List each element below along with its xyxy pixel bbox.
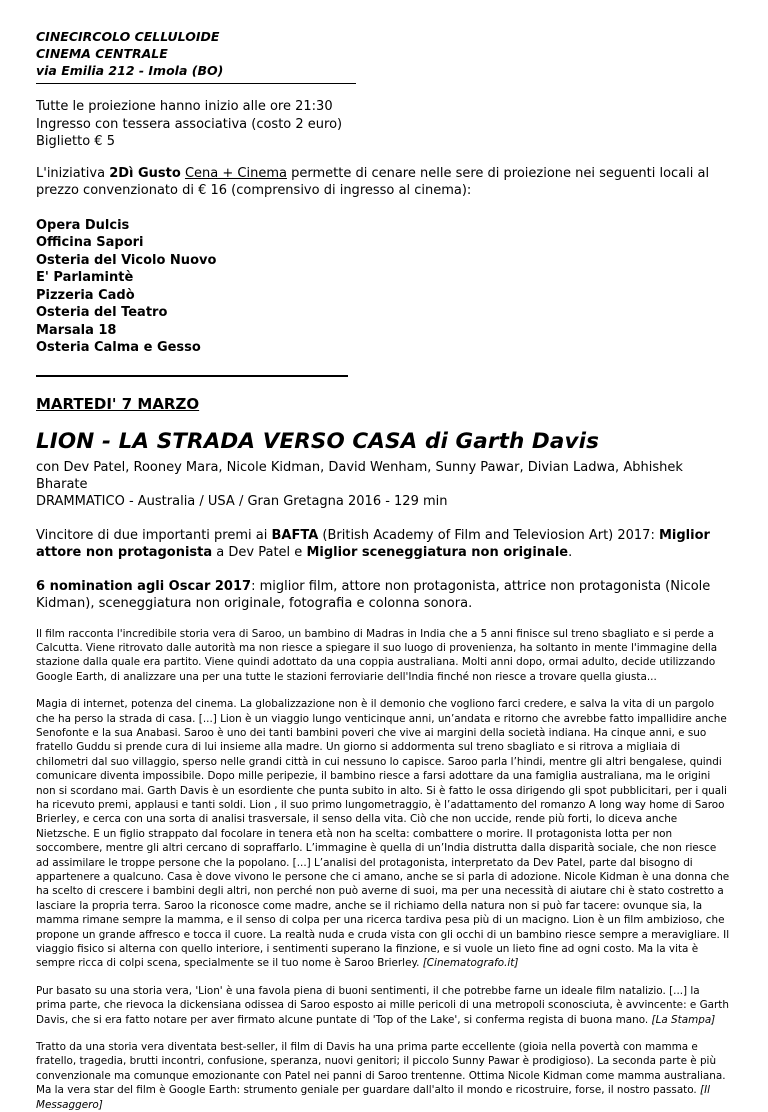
ticket-price-line: Biglietto € 5: [36, 134, 115, 149]
review-source: [La Stampa]: [651, 1013, 716, 1026]
review-cinematografo: [36, 697, 732, 971]
bafta-text: Vincitore di due importanti premi ai: [36, 527, 272, 543]
screening-date: MARTEDI' 7 MARZO: [36, 394, 200, 413]
venue-list: [36, 217, 732, 357]
oscar-nominations: [36, 578, 732, 613]
bafta-text-2: (British Academy of Film and Televiosion Art) 2017:: [318, 527, 659, 543]
bafta-awards: [36, 527, 732, 562]
award-screenplay: Miglior sceneggiatura non originale: [306, 545, 569, 560]
cinema-name: CINEMA CENTRALE: [36, 46, 168, 61]
venue-item: E' Parlamintè: [36, 270, 134, 285]
bafta-text-3: a Dev Patel e: [212, 545, 307, 560]
ticket-info: [36, 98, 732, 151]
film-synopsis: Il film racconta l'incredibile storia vera di Saroo, un bambino di Madras in India che a 5 anni finisce sul treno sbagliato e si perde a Calcutta. Viene ritrovato dalle autorità ma non riesce a spiegare il suo luogo di provenienza, ha soltanto in mente l'immagine della stazione dalla quale era partito. Viene quindi adottato da una coppia australiana. Molti anni dopo, ormai adulto, decide utilizzando Google Earth, di analizzare una per una tutte le stazioni ferroviarie dell'India finché non riesce a trovare quella giusta...: [36, 627, 718, 683]
review-source: [Cinematografo.it]: [422, 957, 519, 970]
bafta-label: BAFTA: [271, 527, 319, 543]
review-il-messaggero: [36, 1040, 732, 1112]
review-source: [Il Messaggero]: [36, 1084, 711, 1111]
bafta-period: .: [568, 545, 573, 560]
dinner-initiative: [36, 165, 732, 200]
membership-line: Ingresso con tessera associativa (costo 2 euro): [36, 116, 343, 132]
cinema-header: [36, 28, 732, 79]
review-la-stampa: [36, 984, 732, 1027]
initiative-text-2: permette di cenare nelle sere di proiezione nei seguenti locali al prezzo convenzionato di € 16 (comprensivo di ingresso al cinema):: [36, 165, 710, 198]
venue-item: Pizzeria Cadò: [36, 287, 135, 303]
section-divider: [36, 375, 348, 377]
club-name: CINECIRCOLO CELLULOIDE: [36, 29, 220, 44]
initiative-text: L'iniziativa: [36, 165, 110, 181]
initiative-brand: 2Dì Gusto: [109, 165, 181, 181]
review-text: Tratto da una storia vera diventata best-seller, il film di Davis ha una prima parte eccellente (gioia nella povertà con mamma e fratello, tragedia, brutti incontri, confusione, speranza, nuovi genitori; il piccolo Sunny Pawar è prodigioso). La seconda parte è più convenzionale ma comunque emozionante con Patel nei panni di Saroo trentenne. Ottima Nicole Kidman come mamma australiana. Ma la vera star del film è Google Earth: strumento geniale per guardare dall'alto il mondo e ricostruire, forse, il nostro passato.: [36, 1041, 726, 1097]
start-time-line: Tutte le proiezione hanno inizio alle ore 21:30: [36, 99, 333, 114]
venue-item: Osteria del Vicolo Nuovo: [36, 252, 217, 268]
review-text: Magia di internet, potenza del cinema. La globalizzazione non è il demonio che vogliono farci credere, e salva la vita di un pargolo che ha perso la strada di casa. [...] Lion è un viaggio lungo venticinque anni, un’andata e ritorno che avrebbe fatto impallidire anche Senofonte e la sua Anabasi. Saroo è uno dei tanti bambini poveri che vive ai margini della società indiana. Ha cinque anni, e suo fratello Guddu si prende cura di lui insieme alla madre. Un giorno si addormenta sul treno sbagliato e si ritrova a migliaia di chilometri dal suo villaggio, sperso nelle grandi città in cui nessuno lo capisce. Saroo parla l’hindi, mentre gli altri bengalese, quindi comunicare diventa impossibile. Dopo mille peripezie, il bambino riesce a farsi adottare da una famiglia australiana, ma le origini non si scordano mai. Garth Davis è un esordiente che punta subito in alto. Si è fatto le ossa dirigendo gli spot pubblicitari, per i quali ha ricevuto premi, applausi e tanti soldi. Lion , il suo primo lungometraggio, è l’adattamento del romanzo A long way home di Saroo Brierley, e cerca con una sorta di analisi trasversale, il senso della vita. Ciò che non uccide, rende più forti, lo diceva anche Nietzsche. E un figlio strappato dal focolare in tenera età non ha scelta: combattere o morire. Il protagonista lotta per non soccombere, mentre gli altri cercano di sopraffarlo. L’immagine è quella di un’India distrutta dalla disparità sociale, che non riesce ad assimilare le troppe persone che la popolano. [...] L’analisi del protagonista, interpretato da Dev Patel, parte dal bisogno di appartenere a qualcuno. Casa è dove vivono le persone che ci amano, anche se si parla di adozione. Nicole Kidman è una donna che ha scelto di crescere i bambini degli altri, non perché non può averne di suoi, ma per una necessità di aiutare chi è stato costretto a lasciare la propria terra. Saroo la riconosce come madre, anche se il richiamo della natura non si può far tacere: ovunque sia, la mamma rimane sempre la mamma, e il senso di colpa per una ricerca tardiva pesa più di un macigno. Lion è un film ambizioso, che propone un grande affresco e tocca il cuore. La realtà nuda e cruda vista con gli occhi di un bambino riesce sempre a meravigliare. Il viaggio fisico si alterna con quello interiore, i sentimenti superano la finzione, e si vuole un lieto fine ad ogni costo. Ma la vita è sempre ricca di colpi scena, specialmente se il tuo nome è Saroo Brierley.: [36, 698, 730, 970]
venue-item: Marsala 18: [36, 322, 117, 338]
venue-item: Osteria Calma e Gesso: [36, 340, 201, 355]
oscar-text: : miglior film, attore non protagonista, attrice non protagonista (Nicole Kidman), sceneggiatura non originale, fotografia e colonna sonora.: [36, 578, 711, 611]
review-text: Pur basato su una storia vera, 'Lion' è una favola piena di buoni sentimenti, il che potrebbe farne un ideale film natalizio. [...] la prima parte, che rievoca la dickensiana odissea di Saroo esposto ai mille pericoli di una metropoli sconosciuta, è avvincente: e Garth Davis, che si era fatto notare per aver firmato alcune puntate di 'Top of the Lake', si conferma regista di buona mano.: [36, 984, 729, 1026]
header-divider: [36, 83, 356, 84]
film-title: LION - LA STRADA VERSO CASA di Garth Davis: [36, 428, 599, 454]
film-genre: DRAMMATICO - Australia / USA / Gran Gretagna 2016 - 129 min: [36, 493, 448, 509]
award-supporting-actor: Miglior attore non protagonista: [36, 527, 710, 560]
oscar-label: 6 nomination agli Oscar 2017: [36, 578, 252, 594]
venue-item: Opera Dulcis: [36, 217, 130, 233]
venue-item: Osteria del Teatro: [36, 305, 168, 320]
cena-cinema-link[interactable]: Cena + Cinema: [184, 165, 287, 181]
film-cast: con Dev Patel, Rooney Mara, Nicole Kidman, David Wenham, Sunny Pawar, Divian Ladwa, Abhishek Bharate: [36, 459, 683, 492]
cinema-address: via Emilia 212 - Imola (BO): [36, 63, 224, 78]
venue-item: Officina Sapori: [36, 235, 144, 250]
